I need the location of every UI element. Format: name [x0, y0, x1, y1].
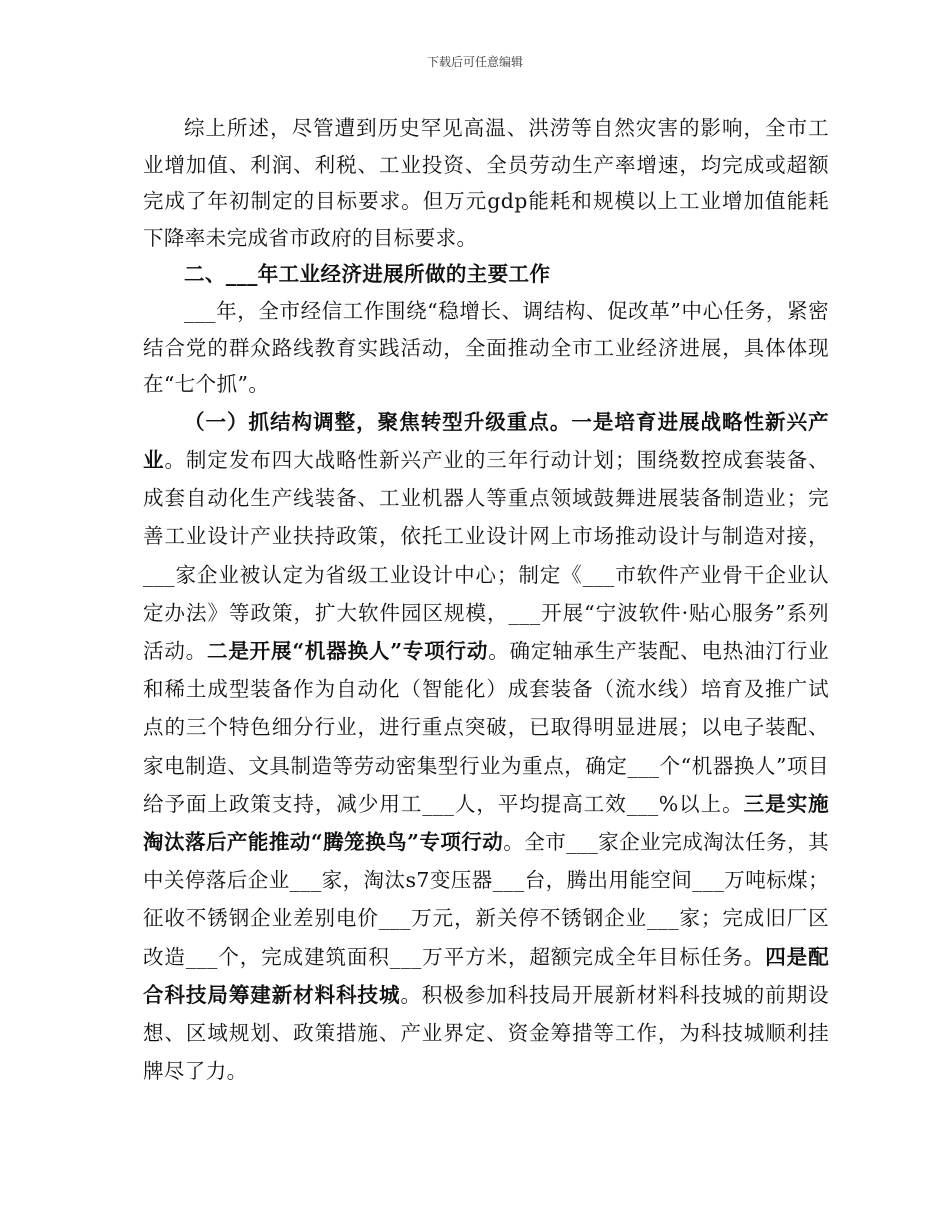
- subheading-three: 三是实施淘汰落后产能推动“腾笼换鸟”专项行动: [143, 791, 829, 854]
- structure-adjustment-paragraph: [143, 403, 829, 1091]
- text-segment: 。全市___家企业完成淘汰任务，其中关停落后企业___家，淘汰s7变压器___台，腾出用能空间___万吨标煤；征收不锈钢企业差别电价___万元，新关停不锈钢企业___家；完成旧厂区改造___个，完成建筑面积___万平方米，超额完成全年目标任务。: [143, 829, 829, 969]
- subheading-four: 四是配合科技局筹建新材料科技城: [143, 944, 829, 1007]
- page-header: 下载后可任意编辑: [426, 55, 523, 69]
- intro-paragraph: ___年，全市经信工作围绕“稳增长、调结构、促改革”中心任务，紧密结合党的群众路线教育实践活动，全面推动全市工业经济进展，具体体现在“七个抓”。: [143, 298, 829, 397]
- text-segment: 。制定发布四大战略性新兴产业的三年行动计划；围绕数控成套装备、成套自动化生产线装备、工业机器人等重点领域鼓舞进展装备制造业；完善工业设计产业扶持政策，依托工业设计网上市场推动设计与制造对接，___家企业被认定为省级工业设计中心；制定《___市软件产业骨干企业认定办法》等政策，扩大软件园区规模，___开展“宁波软件·贴心服务”系列活动。: [143, 447, 829, 663]
- text-segment: 。积极参加科技局开展新材料科技城的前期设想、区域规划、政策措施、产业界定、资金筹措等工作，为科技城顺利挂牌尽了力。: [143, 982, 829, 1084]
- text-segment: 。确定轴承生产装配、电热油汀行业和稀土成型装备作为自动化（智能化）成套装备（流水线）培育及推广试点的三个特色细分行业，进行重点突破，已取得明显进展；以电子装配、家电制造、文具制造等劳动密集型行业为重点，确定___个“机器换人”项目给予面上政策支持，减少用工___人，平均提高工效___%以上。: [143, 638, 830, 816]
- subheading-one: （一）抓结构调整，聚焦转型升级重点。一是培育进展战略性新兴产业: [143, 409, 829, 472]
- subheading-two: 二是开展“机器换人”专项行动: [207, 638, 489, 663]
- section-heading: [143, 256, 829, 293]
- section-heading-text: 二、___年工业经济进展所做的主要工作: [184, 262, 551, 287]
- document-body: [143, 110, 829, 1090]
- summary-paragraph: 综上所述，尽管遭到历史罕见高温、洪涝等自然灾害的影响，全市工业增加值、利润、利税、工业投资、全员劳动生产率增速，均完成或超额完成了年初制定的目标要求。但万元gdp能耗和规模以上工业增加值能耗下降率未完成省市政府的目标要求。: [143, 116, 829, 250]
